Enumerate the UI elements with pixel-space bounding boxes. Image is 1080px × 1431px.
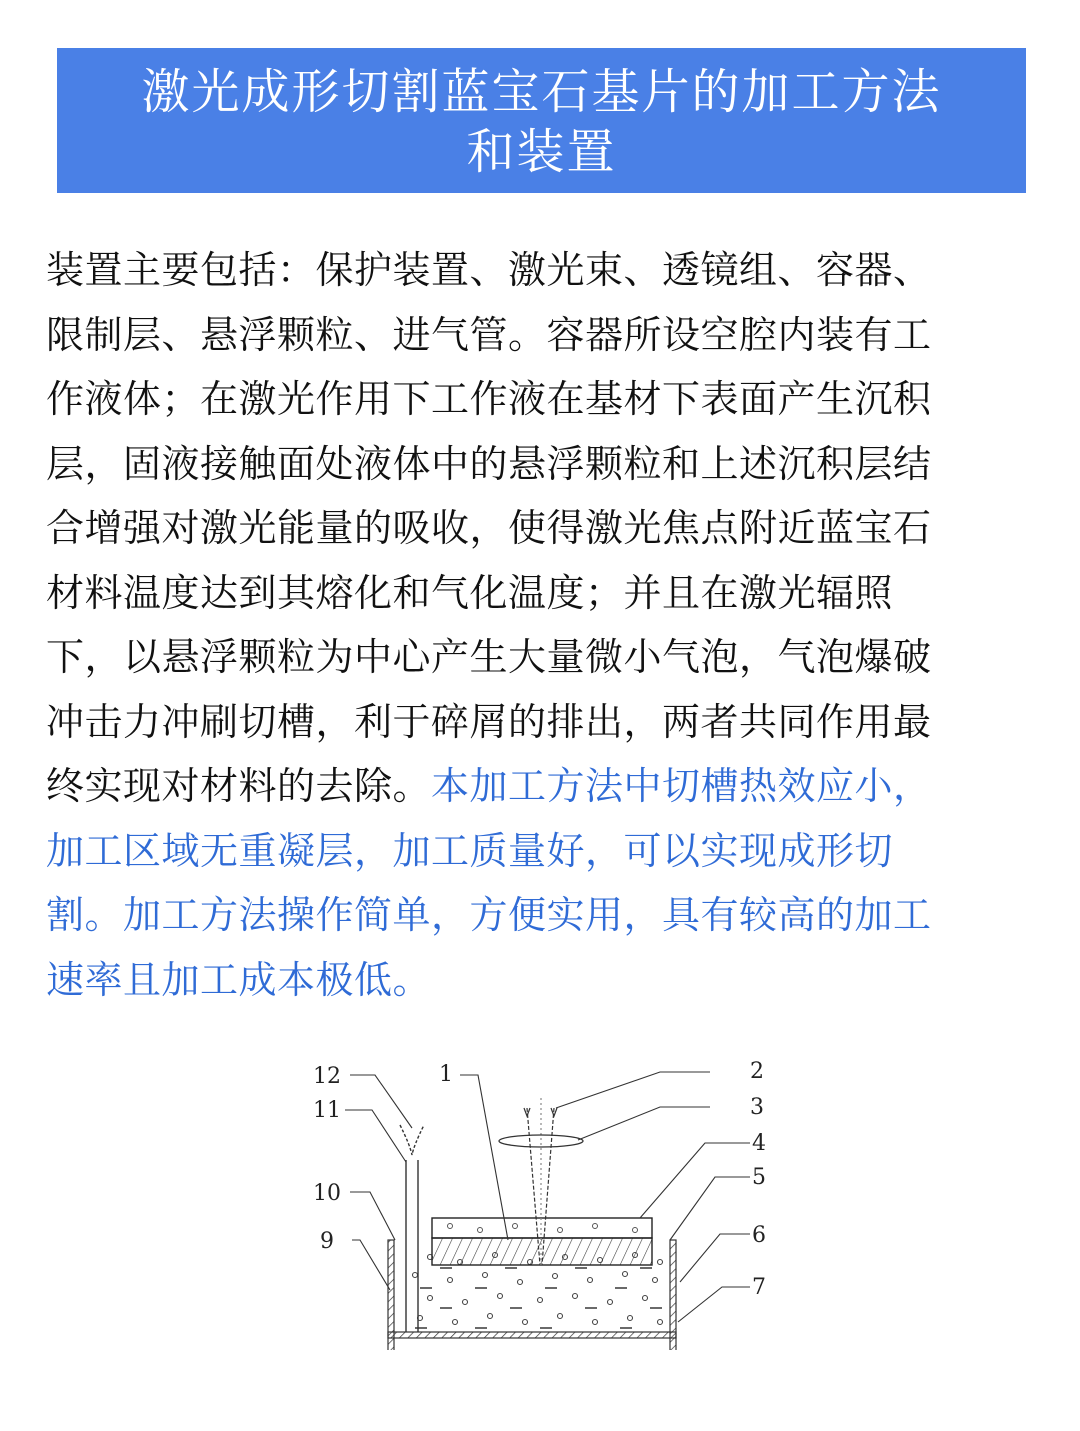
text-line-5 xyxy=(46,496,1036,561)
text-line-4 xyxy=(46,432,1036,497)
title-line-1: 激光成形切割蓝宝石基片的加工方法 xyxy=(141,64,942,120)
label-6: 6 xyxy=(752,1223,766,1248)
text-plain: 作液体；在激光作用下工作液在基材下表面产生沉积 xyxy=(46,377,932,421)
text-line-12 xyxy=(46,948,1036,1013)
text-highlight: 割。加工方法操作简单，方便实用，具有较高的加工 xyxy=(46,893,932,937)
text-line-6 xyxy=(46,561,1036,626)
label-7: 7 xyxy=(752,1275,766,1300)
description-paragraph xyxy=(46,238,1036,1012)
label-12: 12 xyxy=(313,1064,341,1089)
text-highlight: 本加工方法中切槽热效应小， xyxy=(431,764,932,808)
text-plain: 材料温度达到其熔化和气化温度；并且在激光辐照 xyxy=(46,570,894,615)
text-plain: 冲击力冲刷切槽，利于碎屑的排出，两者共同作用最 xyxy=(46,699,932,744)
text-plain: 下，以悬浮颗粒为中心产生大量微小气泡，气泡爆破 xyxy=(46,635,932,679)
label-4: 4 xyxy=(752,1131,766,1156)
text-plain: 终实现对材料的去除。 xyxy=(46,764,432,808)
text-line-9 xyxy=(46,754,1036,819)
text-line-3 xyxy=(46,367,1036,432)
apparatus-diagram xyxy=(300,1050,780,1350)
lens-group xyxy=(499,1135,583,1147)
text-line-10 xyxy=(46,819,1036,884)
text-plain: 限制层、悬浮颗粒、进气管。容器所设空腔内装有工 xyxy=(46,312,932,357)
label-9: 9 xyxy=(320,1229,334,1254)
text-plain: 层，固液接触面处液体中的悬浮颗粒和上述沉积层结 xyxy=(46,441,932,486)
label-2: 2 xyxy=(750,1059,764,1084)
apparatus-schematic xyxy=(300,1050,780,1350)
text-plain: 合增强对激光能量的吸收，使得激光焦点附近蓝宝石 xyxy=(46,506,932,550)
text-highlight: 速率且加工成本极低。 xyxy=(46,957,432,1002)
text-line-2 xyxy=(46,303,1036,368)
title-banner xyxy=(57,48,1026,193)
label-10: 10 xyxy=(313,1181,341,1206)
label-1: 1 xyxy=(439,1062,453,1087)
text-line-11 xyxy=(46,883,1036,948)
text-highlight: 加工区域无重凝层，加工质量好，可以实现成形切 xyxy=(46,828,894,873)
text-line-7 xyxy=(46,625,1036,690)
gas-inlet-tube xyxy=(400,1125,424,1332)
text-line-8 xyxy=(46,690,1036,755)
label-3: 3 xyxy=(750,1095,764,1120)
label-11: 11 xyxy=(313,1098,341,1123)
text-line-1 xyxy=(46,238,1036,303)
title-line-2: 和装置 xyxy=(466,124,617,180)
text-plain: 装置主要包括：保护装置、激光束、透镜组、容器、 xyxy=(46,248,932,292)
label-5: 5 xyxy=(752,1165,766,1190)
